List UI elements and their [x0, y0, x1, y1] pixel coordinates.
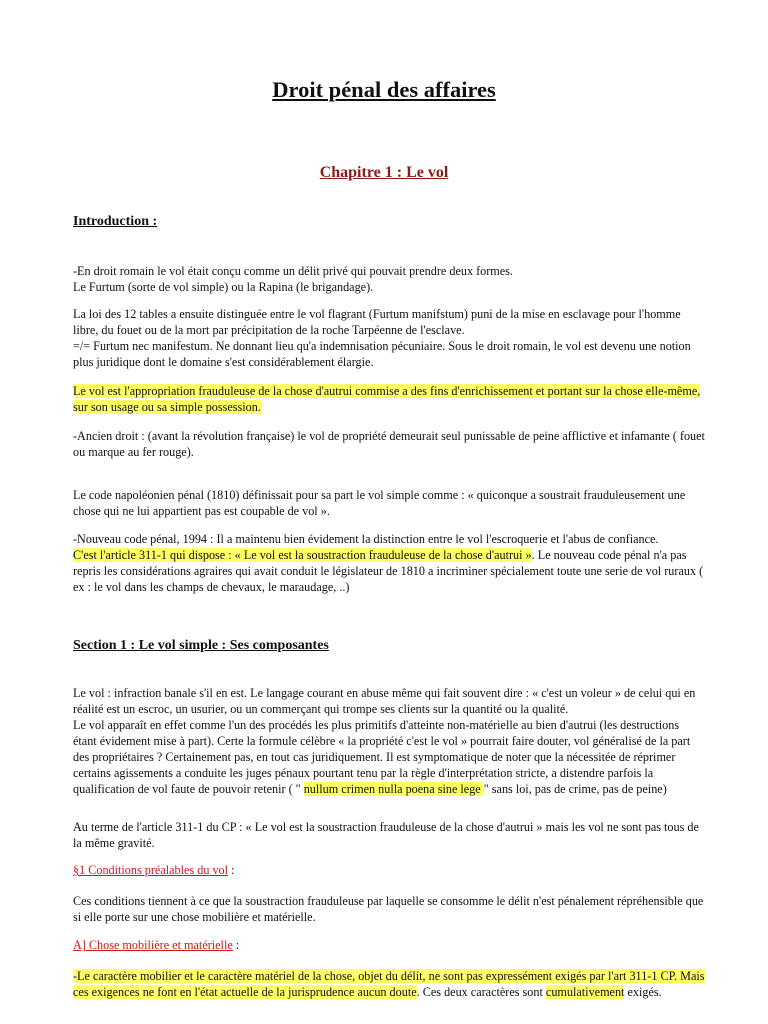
subheading-conditions-label: §1 Conditions préalables du vol — [73, 863, 229, 877]
paragraph-line: Le vol : infraction banale s'il en est. Le langage courant en abuse même qui fait souvent dire : « c'est un voleur » de celui qui en réalité est un escroc, un usurier, ou un commerçant qui trompe ses clients sur la quantité ou la qualité. — [73, 686, 696, 716]
paragraph-roman-law — [73, 263, 705, 295]
paragraph-ancien-droit: -Ancien droit : (avant la révolution française) le vol de propriété demeurait seul punissable de peine afflictive et infamante ( fouet ou marque au fer rouge). — [73, 429, 705, 459]
paragraph-line: -En droit romain le vol était conçu comme un délit privé qui pouvait prendre deux formes. — [73, 264, 513, 278]
highlighted-text: Le vol est l'appropriation frauduleuse de la chose d'autrui commise a des fins d'enrichissement et portant sur la chose elle-même, sur son usage ou sa simple possession. — [73, 384, 701, 414]
paragraph-twelve-tables — [73, 306, 705, 370]
paragraph-line: La loi des 12 tables a ensuite distinguée entre le vol flagrant (Furtum manifstum) puni de la mise en esclavage pour l'homme libre, du fouet ou de la mort par précipitation de la roche Tarpéenne de l'esclave. — [73, 307, 681, 337]
paragraph-caractere-mobilier: -Le caractère mobilier et le caractère matériel de la chose, objet du délit, ne sont pas expressément exigés par l'art 311-1 CP. Mais ces exigences ne font en l'état actuelle de la jurisprudence aucun doute. Ces deux caractères sont cumulativement exigés. — [73, 969, 705, 999]
subheading-chose-mobiliere: A] Chose mobilière et matérielle : — [73, 938, 240, 952]
paragraph-line: C'est l'article 311-1 qui dispose : « Le vol est la soustraction frauduleuse de la chose d'autrui ». Le nouveau code pénal n'a pas repris les considérations agraires qui avait conduit le législateur de 1810 a incriminer spécialement toute une serie de vol ruraux ( ex : le vol dans les champs de chevaux, le maraudage, ..) — [73, 548, 704, 594]
highlighted-text: cumulativement — [545, 985, 625, 999]
document-title: Droit pénal des affaires — [272, 77, 496, 102]
section-heading: Section 1 : Le vol simple : Ses composantes — [73, 638, 329, 653]
paragraph-code-napoleonien: Le code napoléonien pénal (1810) définissait pour sa part le vol simple comme : « quiconque a soustrait frauduleusement une chose qui ne lui appartient pas est coupable de vol ». — [73, 488, 686, 518]
paragraph-definition-highlight — [73, 383, 705, 415]
highlighted-text: -Le caractère mobilier et le caractère matériel de la chose, objet du délit, ne sont pas expressément exigés par l'art 311-1 CP. Mais ces exigences ne font en l'état actuelle de la jurisprudence aucun doute — [73, 969, 705, 999]
paragraph-article-311-1: Au terme de l'article 311-1 du CP : « Le vol est la soustraction frauduleuse de la chose d'autrui » mais les vol ne sont pas tous de la même gravité. — [73, 820, 699, 850]
paragraph-line: Le Furtum (sorte de vol simple) ou la Rapina (le brigandage). — [73, 280, 374, 294]
paragraph-line: =/= Furtum nec manifestum. Ne donnant lieu qu'a indemnisation pécuniaire. Sous le droit romain, le vol est devenu une notion plus juridique dont le domaine s'est considérablement élargie. — [73, 339, 691, 369]
highlighted-text: C'est l'article 311-1 qui dispose : « Le vol est la soustraction frauduleuse de la chose d'autrui » — [73, 548, 532, 562]
paragraph-conditions: Ces conditions tiennent à ce que la soustraction frauduleuse par laquelle se consomme le délit n'est pénalement répréhensible que si elle porte sur une chose mobilière et matérielle. — [73, 894, 704, 924]
subheading-chose-label: A] Chose mobilière et matérielle — [73, 938, 233, 952]
paragraph-nouveau-code — [73, 531, 705, 595]
chapter-heading: Chapitre 1 : Le vol — [319, 164, 449, 181]
paragraph-line: Le vol apparaît en effet comme l'un des procédés les plus primitifs d'atteinte non-matérielle au bien d'autrui (les destructions étant évidement mise à part). Certe la formule célèbre « la propriété c'est le vol » pourrait faire douter, vol généralisé de la part des propriétaires ? Certainement pas, en tout cas juridiquement. Il est symptomatique de noter que la nécessitée de réprimer certains agissements a conduite les juges pénaux pourtant tenu par la règle d'interprétation stricte, a distendre parfois la qualification de vol faute de pouvoir retenir ( " nullum crimen nulla poena sine lege " sans loi, pas de crime, pas de peine) — [73, 718, 691, 796]
paragraph-line: -Nouveau code pénal, 1994 : Il a maintenu bien évidement la distinction entre le vol l'escroquerie et l'abus de confiance. — [73, 532, 659, 546]
introduction-heading: Introduction : — [73, 214, 158, 229]
paragraph-vol-banal — [73, 685, 705, 797]
subheading-conditions: §1 Conditions préalables du vol : — [73, 863, 235, 877]
highlighted-text: nullum crimen nulla poena sine lege — [303, 782, 484, 796]
